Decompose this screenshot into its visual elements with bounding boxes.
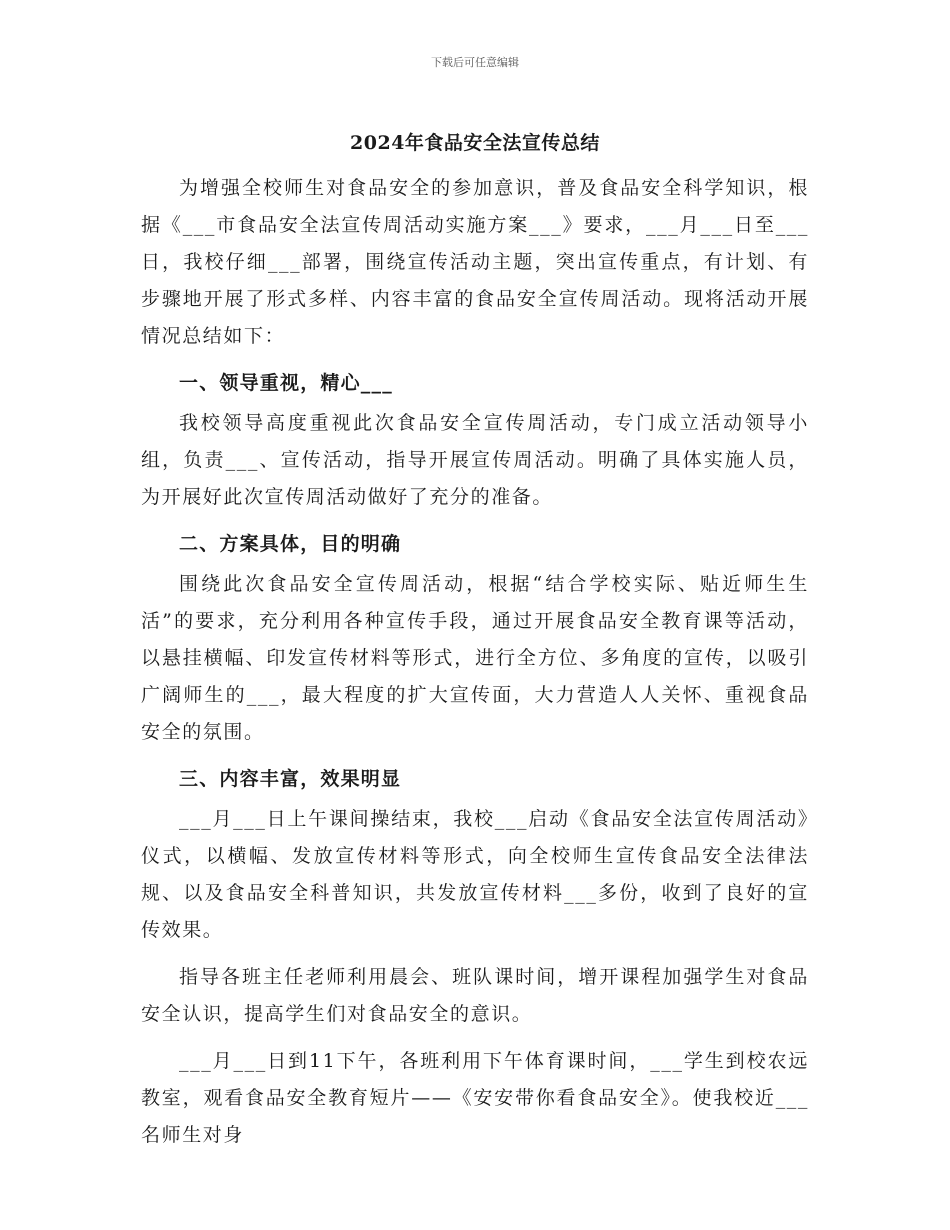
section-1-heading: 一、领导重视，精心___ (179, 372, 393, 394)
intro-paragraph: 为增强全校师生对食品安全的参加意识，普及食品安全科学知识，根据《___市食品安全法宣传周活动实施方案___》要求，___月___日至___日，我校仔细___部署，围绕宣传活动主题，突出宣传重点，有计划、有步骤地开展了形式多样、内容丰富的食品安全宣传周活动。现将活动开展情况总结如下： (141, 177, 809, 347)
page-header-note: 下载后可任意编辑 (431, 56, 519, 69)
section-2-heading: 二、方案具体，目的明确 (179, 533, 402, 555)
section-3-heading: 三、内容丰富，效果明显 (179, 768, 402, 790)
section-3-paragraph-3: ___月___日到11下午，各班利用下午体育课时间，___学生到校农远教室，观看食品安全教育短片——《安安带你看食品安全》。使我校近___名师生对身 (141, 1050, 809, 1146)
section-2-paragraph: 围绕此次食品安全宣传周活动，根据“结合学校实际、贴近师生生活”的要求，充分利用各种宣传手段，通过开展食品安全教育课等活动，以悬挂横幅、印发宣传材料等形式，进行全方位、多角度的宣传，以吸引广阔师生的___，最大程度的扩大宣传面，大力营造人人关怀、重视食品安全的氛围。 (141, 573, 809, 743)
document-title: 2024年食品安全法宣传总结 (350, 132, 600, 154)
section-3-paragraph-1: ___月___日上午课间操结束，我校___启动《食品安全法宣传周活动》仪式，以横幅、发放宣传材料等形式，向全校师生宣传食品安全法律法规、以及食品安全科普知识，共发放宣传材料___多份，收到了良好的宣传效果。 (141, 808, 809, 941)
section-1-paragraph: 我校领导高度重视此次食品安全宣传周活动，专门成立活动领导小组，负责___、宣传活动，指导开展宣传周活动。明确了具体实施人员，为开展好此次宣传周活动做好了充分的准备。 (141, 412, 809, 508)
section-3-paragraph-2: 指导各班主任老师利用晨会、班队课时间，增开课程加强学生对食品安全认识，提高学生们对食品安全的意识。 (141, 966, 809, 1025)
document-body (141, 170, 809, 1164)
